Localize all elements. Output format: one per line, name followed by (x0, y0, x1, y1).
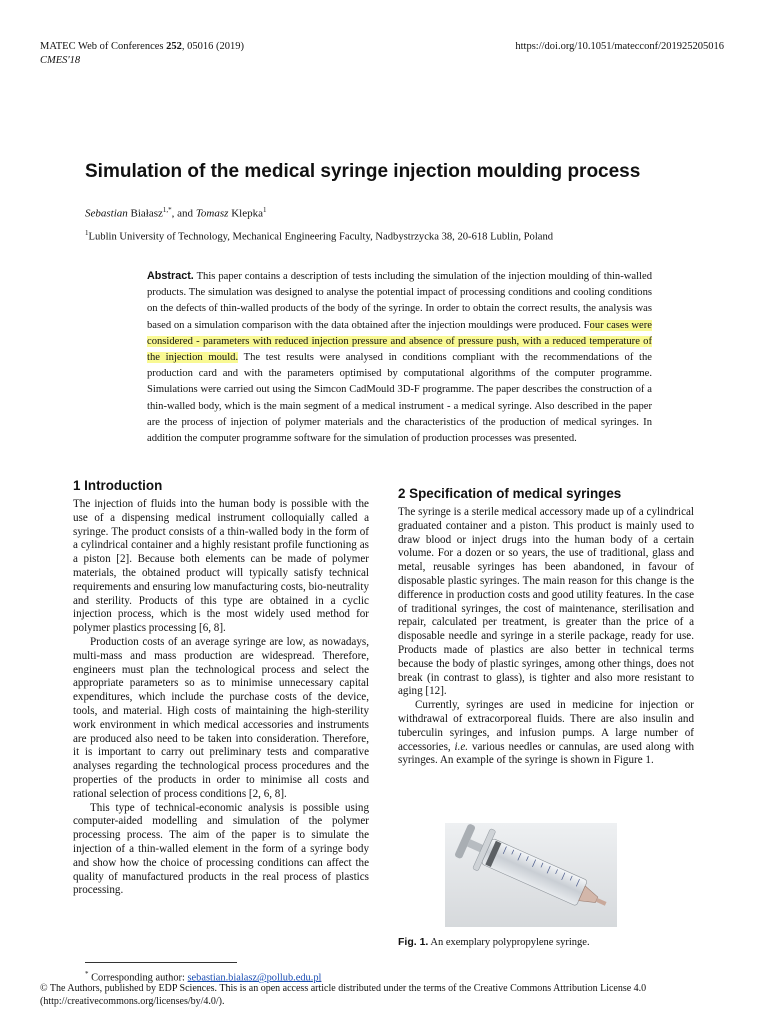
paragraph: Production costs of an average syringe are low, as nowadays, multi-mass and mass production are widespread. Therefore, engineers must plan the technological process and select the appropriate parameters so as to minimise unnecessary capital expenditures, which include the purchase costs of the device, tools, and material. High costs of maintaining the high-sterility work environment in which medical accessories and instruments are produced also need to be taken into consideration. Therefore, it is important to carry out preliminary tests and comparative analyses regarding the technological process procedures and the properties of the products in order to minimise all costs and rational selection of process conditions [2, 6, 8]. (73, 635, 369, 800)
introduction-body (73, 498, 369, 898)
license-notice: © The Authors, published by EDP Sciences. This is an open access article distributed under the terms of the Creative Commons Attribution License 4.0 (http://creativecommons.org/licenses/by/4.0/). (40, 983, 647, 1007)
abstract-label: Abstract. (147, 270, 194, 282)
specification-body (398, 506, 694, 768)
footnote-divider (85, 962, 237, 963)
syringe-icon (445, 823, 617, 927)
section-heading-introduction: 1 Introduction (73, 478, 163, 493)
author-email-link[interactable]: sebastian.bialasz@pollub.edu.pl (187, 972, 322, 984)
figure-caption: Fig. 1. An exemplary polypropylene syringe. (398, 936, 590, 948)
highlighted-text: our cases were considered - parameters with reduced injection pressure and absence of pressure push, with a reduced temperature of the injection mould. (147, 319, 652, 364)
paragraph: The injection of fluids into the human body is possible with the use of a dispensing medical instrument colloquially called a syringe. The product consists of a thin-walled body in the form of a cylindrical container and a highly resistant profile functioning as a piston [2]. Because both elements can be made of polymer materials, the obtained product will typically satisfy technical requirements and ensuring low manufacturing costs, bio-neutrality and sterility. Products of this type are obtained in a cyclic injection process, which is the most widely used method for polymer plastics processing [6, 8]. (73, 498, 369, 635)
paragraph: The syringe is a sterile medical accessory made up of a cylindrical graduated container and a piston. This product is mainly used to draw blood or inject drugs into the human body of a certain volume. For a dozen or so years, the use of traditional, glass and metal, reusable syringes has been abandoned, in favour of disposable plastic syringes. The main reason for this change is the difference in production costs and good utility features. In the case of traditional syringes, the cost of maintenance, sterilisation and repair, calculated per treatment, is greater than the price of a disposable needle and syringe in a sterile package, ready for use. Products made of plastics are also better in technical terms because the body of plastic syringes, among other things, does not break (in contrast to glass), is tighter and also more resistant to aging [12]. (398, 506, 694, 698)
syringe-figure (445, 823, 617, 927)
paragraph: This type of technical-economic analysis is possible using computer-aided modelling and simulation of the polymer processing process. The aim of the paper is to simulate the injection of a thin-walled element in the form of a syringe body and show how the choice of processing conditions can affect the quality of manufactured products in the real process of plastics processing. (73, 801, 369, 897)
author-list: Sebastian Białasz$^{1,*}$, and Tomasz Klepka$^1$ (85, 206, 267, 220)
conference-name: CMES'18 (40, 55, 81, 66)
doi-link[interactable]: https://doi.org/10.1051/matecconf/201925205016 (515, 41, 724, 52)
section-heading-specification: 2 Specification of medical syringes (398, 486, 622, 501)
paragraph: Currently, syringes are used in medicine for injection or withdrawal of extracorporeal fluids. There are also insulin and tuberculin syringes, and infusion pumps. A large number of accessories, i.e. various needles or cannulas, are used along with syringes. An example of the syringe is shown in Figure 1. (398, 699, 694, 767)
footnote: * Corresponding author: sebastian.bialasz@pollub.edu.pl (85, 970, 322, 984)
paper-title: Simulation of the medical syringe injection moulding process (85, 161, 641, 182)
affiliation: $^1$Lublin University of Technology, Mechanical Engineering Faculty, Nadbystrzycka 38, 20-618 Lublin, Poland (85, 229, 554, 243)
abstract: Abstract. This paper contains a description of tests including the simulation of the injection moulding of thin-walled products. The simulation was designed to analyse the potential impact of processing conditions and cooling conditions on the defects of thin-walled products of the body of the syringe. In order to obtain the correct results, the analysis was based on a simulation comparison with the data obtained after the injection mouldings were produced. Four cases were considered - parameters with reduced injection pressure and absence of pressure push, with a reduced temperature of the injection mould. The test results were analysed in conditions compliant with the recommendations of the production card and with the parameters optimised by computational algorithms of the computer programme. Simulations were carried out using the Simcon CadMould 3D-F programme. The paper describes the construction of a thin-walled body, which is the main segment of a medical instrument - a medical syringe. Also described in the paper are the process of injection of polymer materials and the characteristics of the production of medical syringes. In addition the computer programme software for the simulation of production processes was presented. (147, 270, 652, 445)
journal-citation: MATEC Web of Conferences 252, 05016 (2019) (40, 41, 244, 52)
